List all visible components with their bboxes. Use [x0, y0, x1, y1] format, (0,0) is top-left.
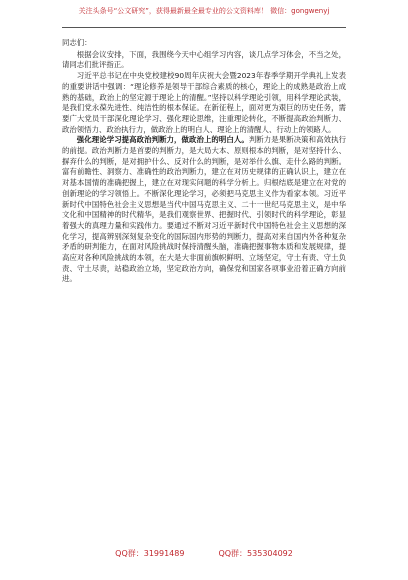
header-divider — [62, 27, 346, 28]
section-heading-judgment: 强化理论学习提高政治判断力，做政治上的明白人。 — [76, 135, 249, 145]
greeting: 同志们： — [62, 38, 92, 47]
qq-group-1: QQ群：31991489 — [115, 549, 185, 558]
contact-footer — [0, 548, 408, 559]
speech-body — [62, 38, 346, 285]
qq-group-2: QQ群：535304092 — [218, 549, 293, 558]
banner-wechat-handle: 微信：gongwenyj — [270, 7, 330, 15]
section-text-judgment: 判断力是果断决策和高效执行的前提。政治判断力是首要的判断力，是大局大本、原则根本的判断，是对坚持什么、摒弃什么的判断，是对拥护什么、反对什么的判断，是对举什么旗、走什么路的判断。富有前瞻性、洞察力、准确性的政治判断力，建立在对历史规律的正确认识上，建立在对基本国情的准确把握上，建立在对现实问题的科学分析上。归根结底是建立在对党的创新理论的学习领悟上。不断深化理论学习，必须把马克思主义作为看家本领。习近平新时代中国特色社会主义思想是当代中国马克思主义、二十一世纪马克思主义，是中华文化和中国精神的时代精华，是我们观察世界、把握时代、引领时代的科学理论，彰显着强大的真理力量和实践伟力。要通过不断对习近平新时代中国特色社会主义思想的深化学习，提高辨别深刻复杂变化的国际国内形势的判断力，提高对来自国内外各种复杂矛盾的研判能力，在面对风险挑战时保持清醒头脑，准确把握事物本质和发展规律，提高应对各种风险挑战的本领，在大是大非面前旗帜鲜明、立场坚定，守土有责、守土负责、守土尽责，站稳政治立场，坚定政治方向，确保党和国家各项事业沿着正确方向前进。 — [62, 135, 346, 284]
banner-lead-text: 关注头条号“公文研究”，获得最新最全最专业的公文资料库！ — [78, 7, 271, 15]
paragraph-intro: 根据会议安排，下面，我围绕今天中心组学习内容，谈几点学习体会，不当之处，请同志们批评指正。 — [62, 49, 346, 70]
promo-banner — [0, 6, 408, 16]
paragraph-political-judgment — [62, 135, 346, 285]
paragraph-theory-quote: 习近平总书记在中央党校建校90周年庆祝大会暨2023年春季学期开学典礼上发表的重要讲话中强调：“理论修养是领导干部综合素质的核心，理论上的成熟是政治上成熟的基础，政治上的坚定源于理论上的清醒。”坚持以科学理论引领，用科学理论武装，是我们党永葆先进性、纯洁性的根本保证。在新征程上，面对更为艰巨的历史任务，需要广大党员干部深化理论学习、强化理论思维，注重理论转化，不断提高政治判断力、政治领悟力、政治执行力，做政治上的明白人、理论上的清醒人、行动上的领路人。 — [62, 71, 346, 134]
